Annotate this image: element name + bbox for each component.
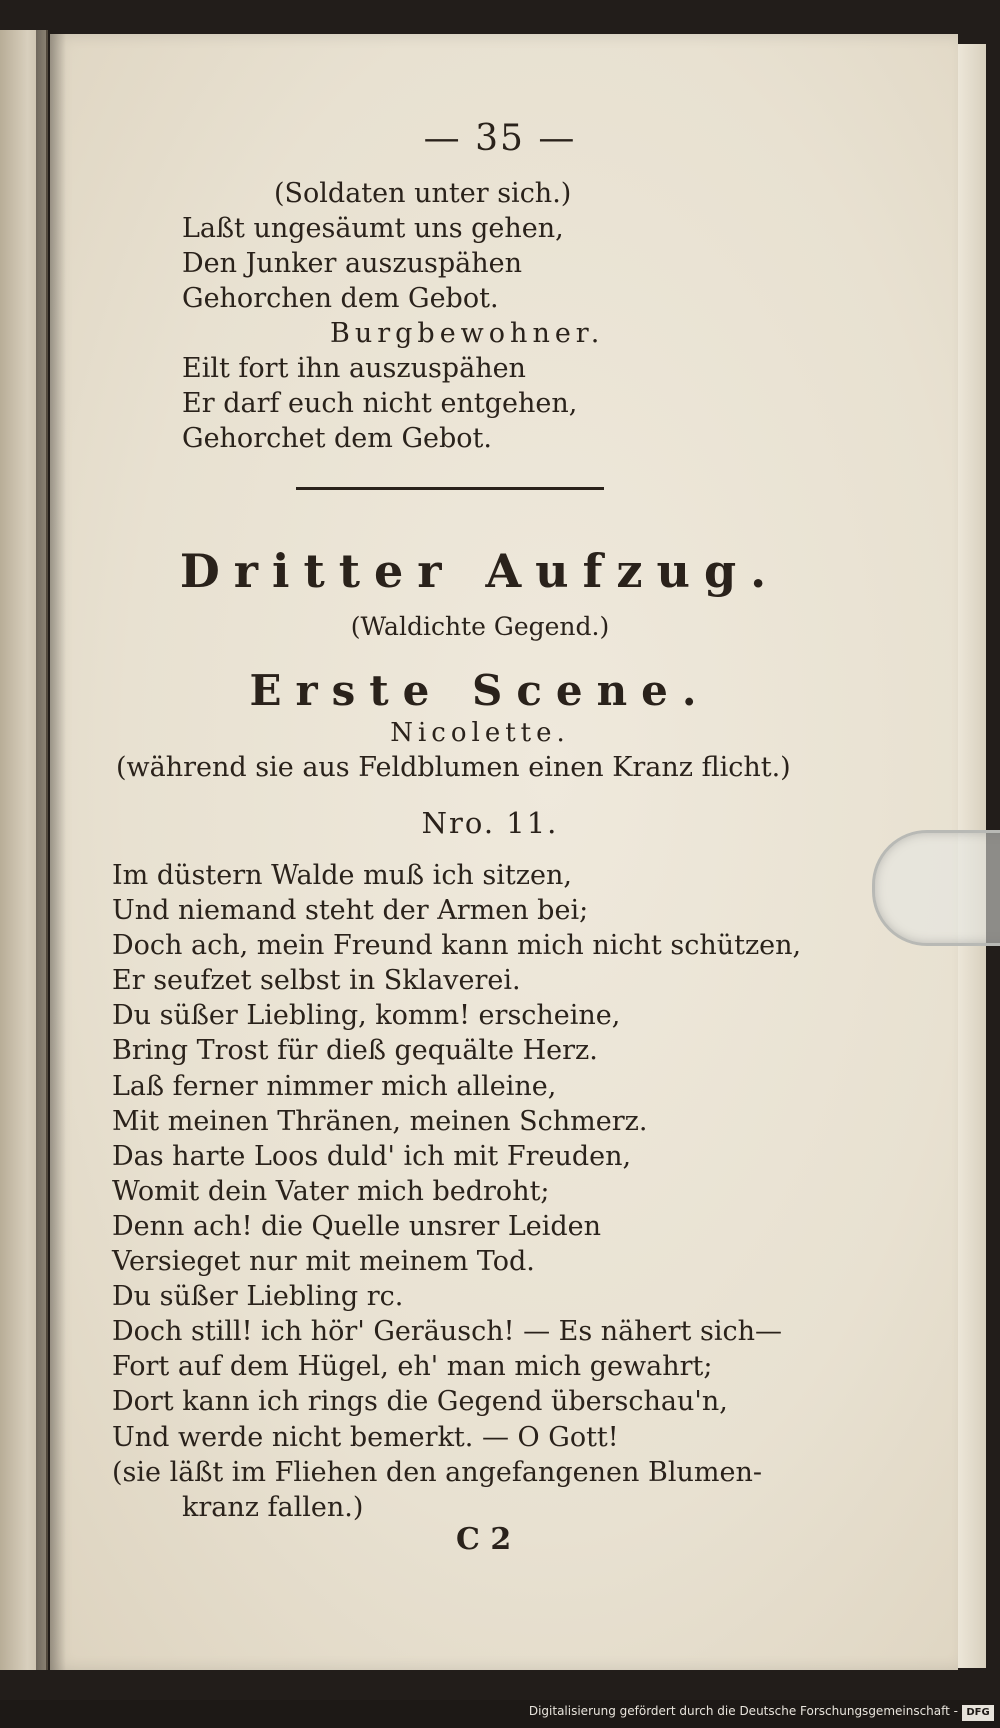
verse-line: Gehorchet dem Gebot. <box>182 423 492 454</box>
verse-line: Laßt ungesäumt uns gehen, <box>182 213 564 244</box>
verse-line: Du süßer Liebling rc. <box>112 1281 404 1313</box>
verse-line: Laß ferner nimmer mich alleine, <box>112 1070 557 1102</box>
verse-line: Bring Trost für dieß gequälte Herz. <box>112 1035 598 1067</box>
song-number: Nro. 11. <box>421 806 559 840</box>
verse-line: Doch ach, mein Freund kann mich nicht schützen, <box>112 930 802 962</box>
verse-line: kranz fallen.) <box>182 1491 364 1523</box>
scene-title: Erste Scene. <box>249 666 711 715</box>
verse-line: Doch still! ich hör' Geräusch! — Es nähert sich— <box>112 1316 782 1348</box>
verse-line: Denn ach! die Quelle unsrer Leiden <box>112 1210 602 1242</box>
stage-direction: (während sie aus Feldblumen einen Kranz flicht.) <box>116 752 791 783</box>
verse-line: Und werde nicht bemerkt. — O Gott! <box>112 1421 619 1453</box>
verse-line: Fort auf dem Hügel, eh' man mich gewahrt; <box>112 1351 713 1383</box>
verse-line: Im düstern Walde muß ich sitzen, <box>112 860 572 891</box>
verse-line: Versieget nur mit meinem Tod. <box>112 1246 535 1278</box>
verse-block-2 <box>112 858 801 1525</box>
page-number: — 35 — <box>423 118 577 159</box>
funding-credit: Digitalisierung gefördert durch die Deutsche Forschungsgemeinschaft - <box>528 1704 958 1718</box>
verse-block-1 <box>182 176 604 456</box>
verse-line: Mit meinen Thränen, meinen Schmerz. <box>112 1105 648 1137</box>
verse-line: Womit dein Vater mich bedroht; <box>112 1175 550 1207</box>
section-divider <box>296 487 604 490</box>
act-title: Dritter Aufzug. <box>179 544 781 598</box>
verse-line: Den Junker auszuspähen <box>182 248 522 279</box>
verse-line: Du süßer Liebling, komm! erscheine, <box>112 1000 621 1032</box>
setting-direction: (Waldichte Gegend.) <box>350 612 610 641</box>
stage-direction: (Soldaten unter sich.) <box>274 178 572 209</box>
verse-line: Eilt fort ihn auszuspähen <box>182 353 526 384</box>
dfg-logo: DFG <box>962 1705 994 1721</box>
character-name: Nicolette. <box>390 718 570 748</box>
verse-line: Gehorchen dem Gebot. <box>182 283 499 314</box>
verse-line: Und niemand steht der Armen bei; <box>112 895 589 927</box>
verse-line: Dort kann ich rings die Gegend überschau'n, <box>112 1386 728 1418</box>
speaker-name: Burgbewohner. <box>330 318 605 349</box>
verse-line: Er seufzet selbst in Sklaverei. <box>112 965 521 997</box>
verse-line: Das harte Loos duld' ich mit Freuden, <box>112 1140 632 1172</box>
verse-line: Er darf euch nicht entgehen, <box>182 388 578 419</box>
verse-line: (sie läßt im Fliehen den angefangenen Blumen- <box>112 1456 762 1488</box>
catchword: C 2 <box>456 1522 512 1557</box>
gutter-shadow <box>36 30 66 1670</box>
page-clip <box>872 830 1000 946</box>
